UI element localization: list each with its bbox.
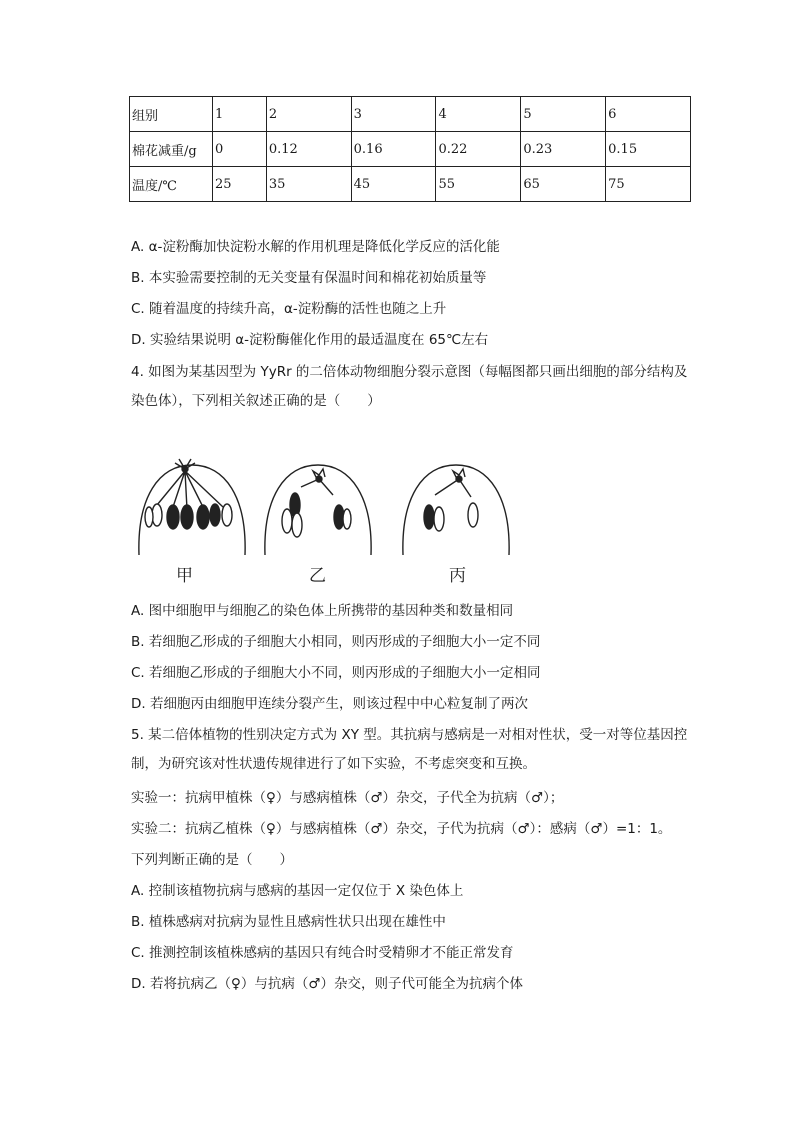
label-yi: 乙: [309, 566, 326, 585]
q3-option-b: B. 本实验需要控制的无关变量有保温时间和棉花初始质量等: [131, 270, 487, 286]
table-cell: 组别: [130, 97, 213, 132]
table-cell: 2: [266, 97, 351, 132]
table-cell: 45: [351, 167, 436, 202]
table-cell: 1: [213, 97, 267, 132]
q4-option-c: C. 若细胞乙形成的子细胞大小不同，则丙形成的子细胞大小一定相同: [131, 665, 541, 681]
q3-option-a: A. α-淀粉酶加快淀粉水解的作用机理是降低化学反应的活化能: [131, 239, 500, 255]
table-cell: 3: [351, 97, 436, 132]
table-cell: 35: [266, 167, 351, 202]
q4-stem: 4. 如图为某基因型为 YyRr 的二倍体动物细胞分裂示意图（每幅图都只画出细胞的部分结构及染色体），下列相关叙述正确的是（ ）: [131, 364, 688, 409]
q5-option-b: B. 植株感病对抗病为显性且感病性状只出现在雄性中: [131, 914, 446, 930]
table-cell: 0.22: [436, 132, 521, 167]
q4-option-b: B. 若细胞乙形成的子细胞大小相同，则丙形成的子细胞大小一定不同: [131, 634, 541, 650]
q5-question: 下列判断正确的是（ ）: [131, 852, 293, 868]
q5-option-d: D. 若将抗病乙（♀）与抗病（♂）杂交，则子代可能全为抗病个体: [131, 976, 523, 992]
cell-bing: [403, 465, 509, 555]
table-cell: 0.12: [266, 132, 351, 167]
table-cell: 棉花减重/g: [130, 132, 213, 167]
table-cell: 6: [606, 97, 691, 132]
table-cell: 温度/℃: [130, 167, 213, 202]
q4-option-a: A. 图中细胞甲与细胞乙的染色体上所携带的基因种类和数量相同: [131, 603, 514, 619]
table-cell: 5: [521, 97, 606, 132]
data-table: [129, 96, 691, 202]
cell-division-figure: [129, 457, 511, 585]
table-cell: 25: [213, 167, 267, 202]
table-cell: 0.23: [521, 132, 606, 167]
table-row: [130, 132, 691, 167]
table-row: [130, 97, 691, 132]
q3-option-c: C. 随着温度的持续升高，α-淀粉酶的活性也随之上升: [131, 301, 447, 317]
label-jia: 甲: [176, 566, 193, 585]
q5-experiment-2: 实验二：抗病乙植株（♀）与感病植株（♂）杂交，子代为抗病（♂）：感病（♂）=1：1。: [131, 821, 672, 837]
label-bing: 丙: [449, 566, 466, 585]
table-cell: 4: [436, 97, 521, 132]
cell-yi: [265, 465, 371, 555]
q5-option-a: A. 控制该植物抗病与感病的基因一定仅位于 X 染色体上: [131, 883, 464, 899]
q3-option-d: D. 实验结果说明 α-淀粉酶催化作用的最适温度在 65℃左右: [131, 332, 489, 348]
table-cell: 0.15: [606, 132, 691, 167]
table-cell: 55: [436, 167, 521, 202]
table-cell: 65: [521, 167, 606, 202]
table-cell: 0.16: [351, 132, 436, 167]
table-cell: 75: [606, 167, 691, 202]
q5-stem: 5. 某二倍体植物的性别决定方式为 XY 型。其抗病与感病是一对相对性状，受一对等位基因控制，为研究该对性状遗传规律进行了如下实验，不考虑突变和互换。: [131, 727, 688, 772]
table-row: [130, 167, 691, 202]
cell-jia: [139, 459, 245, 555]
q5-experiment-1: 实验一：抗病甲植株（♀）与感病植株（♂）杂交，子代全为抗病（♂）；: [131, 790, 564, 806]
q4-option-d: D. 若细胞丙由细胞甲连续分裂产生，则该过程中中心粒复制了两次: [131, 696, 528, 712]
table-cell: 0: [213, 132, 267, 167]
q5-option-c: C. 推测控制该植株感病的基因只有纯合时受精卵才不能正常发育: [131, 945, 514, 961]
